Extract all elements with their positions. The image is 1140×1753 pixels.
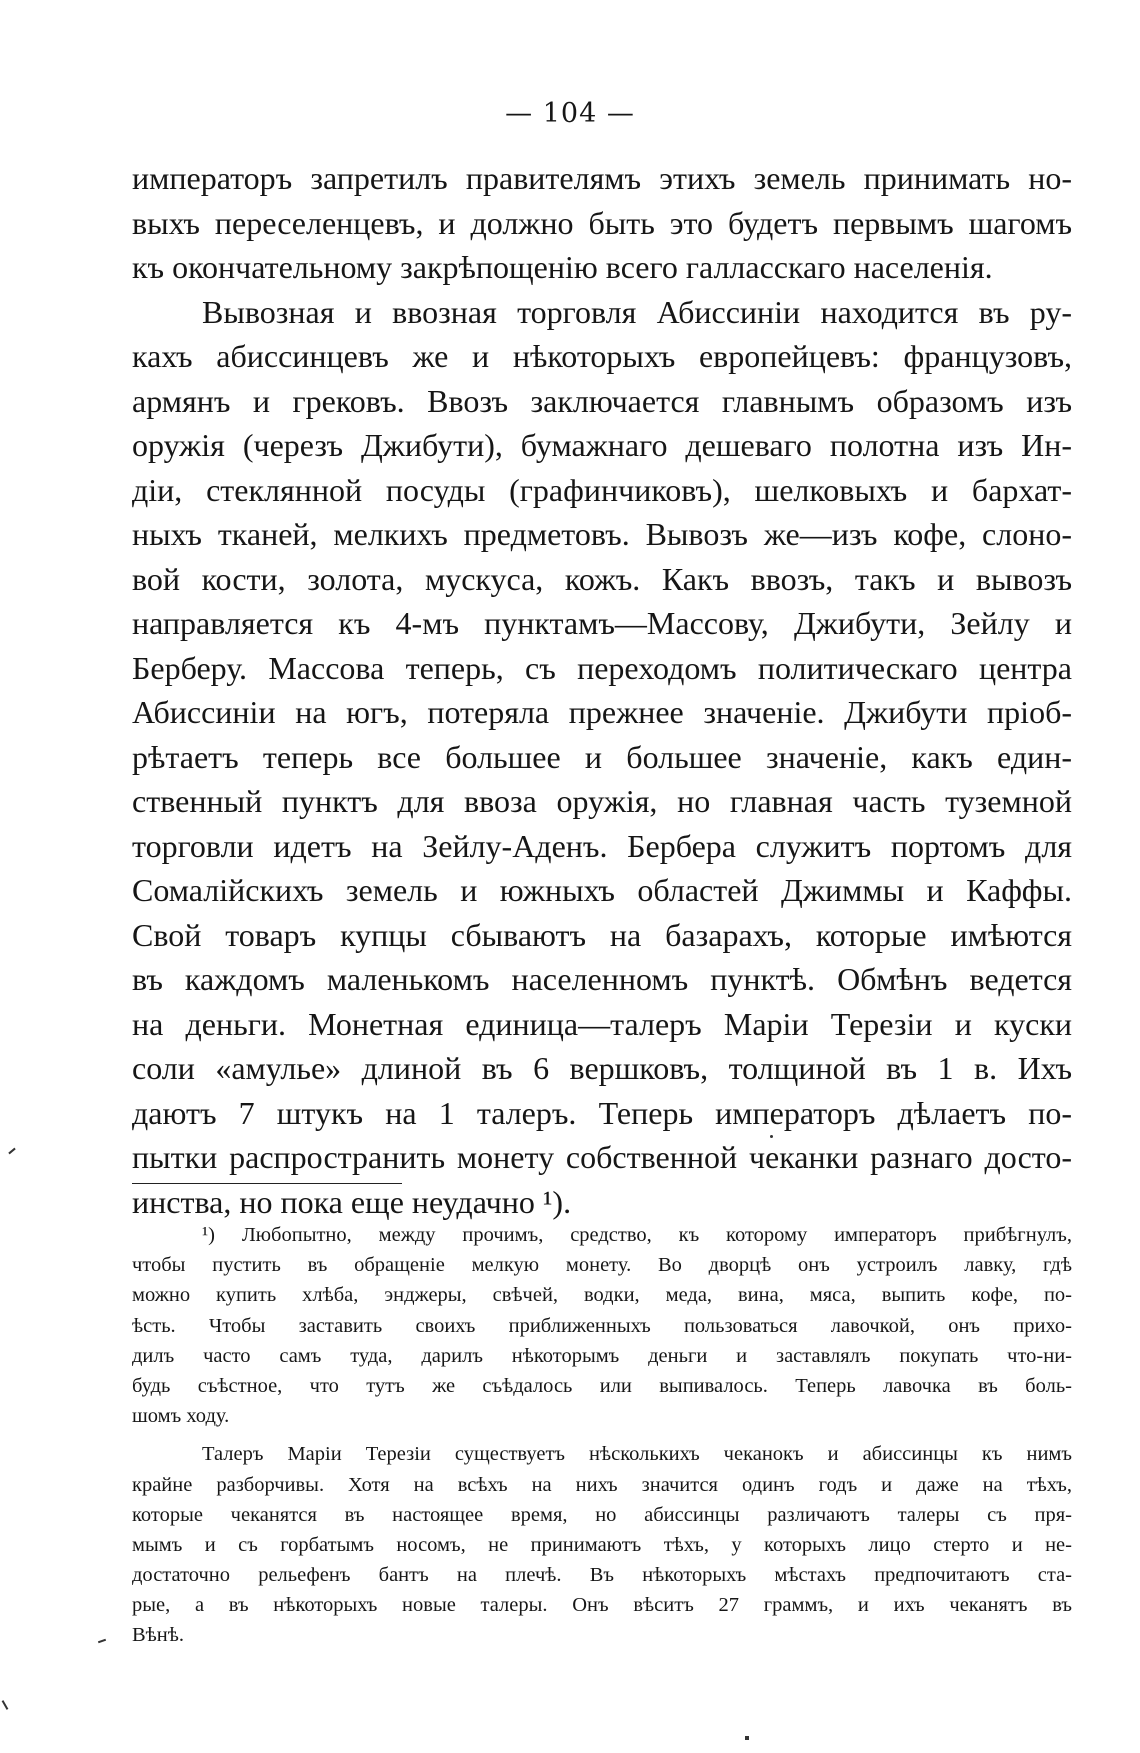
main-line: рѣтаетъ теперь все большее и большее значеніе, какъ един- — [132, 738, 1072, 775]
main-text — [132, 156, 1072, 1224]
main-line: армянъ и грековъ. Ввозъ заключается главнымъ образомъ изъ — [132, 382, 1072, 419]
main-line: даютъ 7 штукъ на 1 талеръ. Теперь императоръ дѣлаетъ по- — [132, 1094, 1072, 1131]
page-number: — 104 — — [505, 98, 635, 129]
main-line: пытки распространить монету собственной чеканки разнаго досто- — [132, 1139, 1072, 1175]
footnote-line: крайне разборчивы. Хотя на всѣхъ на нихъ значится одинъ годъ и даже на тѣхъ, — [132, 1473, 1072, 1496]
main-line: на деньги. Монетная единица—талеръ Маріи Терезіи и куски — [132, 1005, 1072, 1042]
footnote-line: Талеръ Маріи Терезіи существуетъ нѣсколькихъ чеканокъ и абиссинцы къ нимъ — [202, 1443, 1072, 1466]
footnote-line: которые чеканятся въ настоящее время, но абиссинцы различаютъ талеры съ пря- — [132, 1503, 1072, 1526]
scan-mark — [770, 1135, 773, 1138]
footnote-rule — [132, 1183, 402, 1184]
main-line: инства, но пока еще неудачно ¹). — [132, 1183, 572, 1220]
main-line: Свой товаръ купцы сбываютъ на базарахъ, которые имѣются — [132, 916, 1072, 953]
main-line: выхъ переселенцевъ, и должно быть это будетъ первымъ шагомъ — [132, 204, 1072, 241]
main-line: Берберу. Массова теперь, съ переходомъ политическаго центра — [132, 649, 1072, 686]
main-line: соли «амулье» длиной въ 6 вершковъ, толщиной въ 1 в. Ихъ — [132, 1050, 1072, 1086]
scan-mark — [8, 1148, 15, 1155]
scan-mark — [745, 1736, 749, 1740]
footnote-line: рые, а въ нѣкоторыхъ новые талеры. Онъ вѣситъ 27 граммъ, и ихъ чеканятъ въ — [132, 1594, 1072, 1617]
main-line: императоръ запретилъ правителямъ этихъ земель принимать но- — [132, 160, 1072, 196]
main-line: ныхъ тканей, мелкихъ предметовъ. Вывозъ же—изъ кофе, слоно- — [132, 516, 1072, 552]
main-line: Абиссиніи на югъ, потеряла прежнее значеніе. Джибути пріоб- — [132, 694, 1072, 730]
footnote-line: будь съѣстное, что тутъ же съѣдалось или выпивалось. Теперь лавочка въ боль- — [132, 1374, 1072, 1397]
main-line: направляется къ 4-мъ пунктамъ—Массову, Джибути, Зейлу и — [132, 605, 1072, 641]
footnotes — [132, 1220, 1072, 1651]
main-line: Вывозная и ввозная торговля Абиссиніи находится въ ру- — [202, 293, 1072, 330]
main-line: къ окончательному закрѣпощенію всего галласскаго населенія. — [132, 249, 993, 285]
main-line: кахъ абиссинцевъ же и нѣкоторыхъ европейцевъ: французовъ, — [132, 338, 1072, 374]
footnote-line: мымъ и съ горбатымъ носомъ, не принимаютъ тѣхъ, у которыхъ лицо стерто и не- — [132, 1533, 1072, 1556]
main-line: діи, стеклянной посуды (графинчиковъ), шелковыхъ и бархат- — [132, 471, 1072, 508]
footnote-paragraph-gap — [132, 1431, 1072, 1439]
scan-mark — [98, 1639, 106, 1644]
footnote-line: можно купить хлѣба, энджеры, свѣчей, водки, меда, вина, мяса, выпить кофе, по- — [132, 1284, 1072, 1307]
main-line: ственный пунктъ для ввоза оружія, но главная часть туземной — [132, 783, 1072, 819]
main-line: въ каждомъ маленькомъ населенномъ пунктѣ. Обмѣнъ ведется — [132, 961, 1072, 997]
footnote-line: Вѣнѣ. — [132, 1624, 185, 1647]
scan-mark — [2, 1700, 9, 1710]
footnote-line: чтобы пустить въ обращеніе мелкую монету. Во дворцѣ онъ устроилъ лавку, гдѣ — [132, 1254, 1072, 1277]
main-line: Сомалійскихъ земель и южныхъ областей Джиммы и Каффы. — [132, 872, 1072, 908]
footnote-line: достаточно рельефенъ бантъ на плечѣ. Въ нѣкоторыхъ мѣстахъ предпочитаютъ ста- — [132, 1564, 1072, 1587]
main-line: вой кости, золота, мускуса, кожъ. Какъ ввозъ, такъ и вывозъ — [132, 560, 1072, 597]
footnote-line: ѣсть. Чтобы заставить своихъ приближенныхъ пользоваться лавочкой, онъ прихо- — [132, 1314, 1072, 1337]
main-line: оружія (черезъ Джибути), бумажнаго дешеваго полотна изъ Ин- — [132, 427, 1072, 463]
footnote-line: ¹) Любопытно, между прочимъ, средство, къ которому императоръ прибѣгнулъ, — [202, 1224, 1072, 1246]
main-line: торговли идетъ на Зейлу-Аденъ. Бербера служитъ портомъ для — [132, 827, 1072, 864]
footnote-line: шомъ ходу. — [132, 1405, 230, 1428]
footnote-line: дилъ часто самъ туда, дарилъ нѣкоторымъ деньги и заставлялъ покупать что-ни- — [132, 1344, 1072, 1367]
